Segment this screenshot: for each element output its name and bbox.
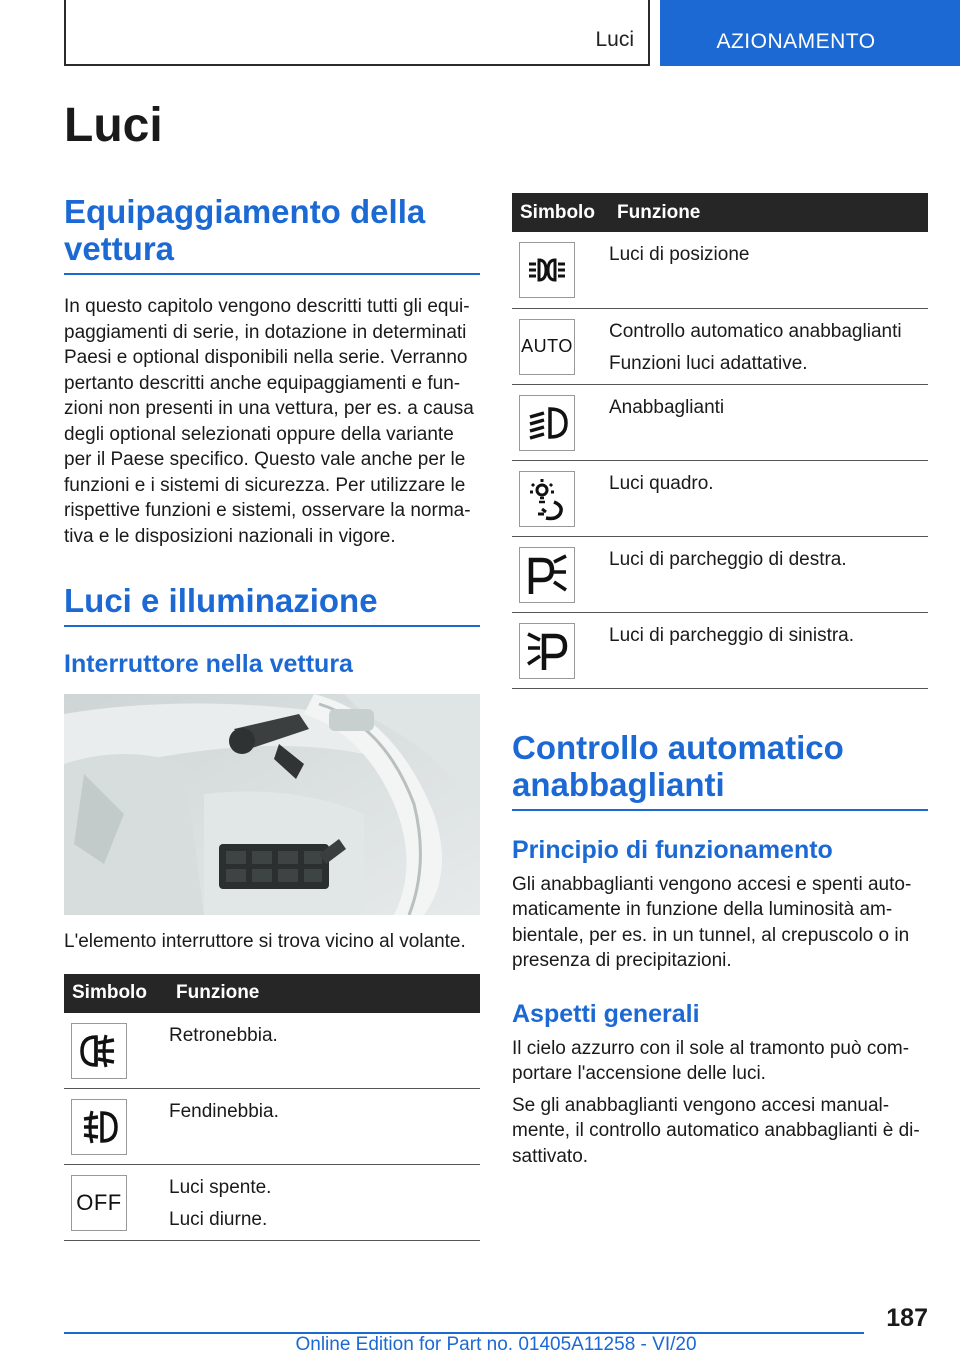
header-chapter-tab [660,0,960,66]
light-switch-photo [64,694,480,915]
function-text: Funzioni luci adattative. [609,352,808,374]
function-text: Fendinebbia. [169,1101,279,1122]
function-text: Luci di parcheggio di destra. [609,548,847,570]
page-number: 187 [886,1304,928,1332]
car-interior-illustration [64,694,480,915]
parking-light-left-icon [519,623,575,679]
left-column [64,193,480,1241]
heading-principio: Principio di funzionamento [512,835,833,864]
heading-equipaggiamento-block [64,193,480,275]
parking-light-right-icon [519,547,575,603]
heading-interruttore: Interruttore nella vettura [64,650,353,678]
function-text: Retronebbia. [169,1024,278,1046]
page-title: Luci [64,99,163,152]
low-beam-icon [519,395,575,451]
front-fog-light-icon [71,1099,127,1155]
table-row [512,308,928,384]
principio-text: Gli anabbaglianti vengono accesi e spenti automaticamente in funzione della luminosità ambientale, per es. in un tunnel, al crepuscolo o in presenza di precipitazioni. [512,873,912,971]
function-text: Anabbaglianti [609,396,725,418]
auto-icon: AUTO [519,319,575,375]
instrument-lighting-icon [519,471,575,527]
aspetti-text-1: Il cielo azzurro con il sole al tramonto può comportare l'accensione delle luci. [512,1037,910,1084]
right-symbol-table [512,193,928,689]
header-section-title: Luci [595,28,634,51]
equipaggiamento-text: In questo capitolo vengono descritti tutti gli equipaggiamenti di serie, in dotazione in determinati Paesi e optional disponibili nella serie. Verranno pertanto descritti anche equipaggiamenti e funzioni non presenti in una vettura, per es. a causa degli optional selezionati oppure della variante per il Paese specifico. Questo vale anche per le funzioni e i sistemi di sicurezza. Per utilizzare le rispettive funzioni e sistemi, osservare la normativa e le disposizioni nazionali in vigore. [64,296,474,547]
table-header-symbol: Simbolo [64,974,161,1013]
heading-luci-block [64,582,480,627]
position-lights-icon [519,242,575,298]
right-column [512,193,928,1169]
table-row [512,536,928,612]
heading-equipaggiamento: Equipaggiamento della vettura [64,193,426,267]
table-row [512,612,928,688]
table-row [64,1165,480,1241]
edition-text: Online Edition for Part no. 01405A11258 - VI/20 [295,1334,697,1355]
function-text: Luci quadro. [609,472,714,494]
table-header-row [64,974,480,1013]
heading-luci-illuminazione: Luci e illuminazione [64,582,378,619]
aspetti-text-2: Se gli anabbaglianti vengono accesi manualmente, il controllo automatico anabbaglianti è disattivato. [512,1094,920,1167]
rear-fog-light-icon [71,1023,127,1079]
function-text: Luci di posizione [609,244,750,265]
table-row [512,232,928,308]
off-icon: OFF [71,1175,127,1231]
header-section-box [64,0,650,66]
heading-controllo-block [512,729,928,811]
function-text: Luci spente. [169,1177,272,1198]
table-header-function: Funzione [609,193,928,232]
table-header-row [512,193,928,232]
function-text: Luci di parcheggio di sinistra. [609,624,855,646]
table-header-function: Funzione [161,974,480,1013]
table-header-symbol: Simbolo [512,193,609,232]
header-chapter-title: AZIONAMENTO [716,30,876,53]
function-text: Luci diurne. [169,1209,268,1230]
heading-aspetti: Aspetti generali [512,999,700,1028]
function-text: Controllo automatico anabbaglianti [609,320,902,342]
table-row [64,1013,480,1089]
table-row [512,460,928,536]
table-row [64,1089,480,1165]
table-row [512,384,928,460]
photo-caption: L'elemento interruttore si trova vicino al volante. [64,931,466,952]
heading-controllo-automatico: Controllo automatico anabbaglianti [512,728,844,803]
left-symbol-table [64,974,480,1242]
